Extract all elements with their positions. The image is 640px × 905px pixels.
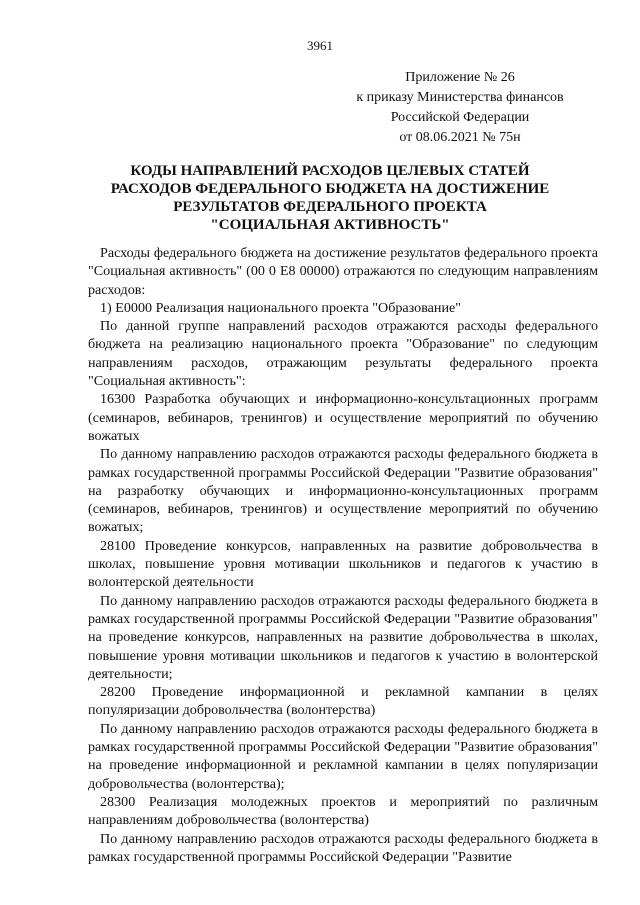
title-line: КОДЫ НАПРАВЛЕНИЙ РАСХОДОВ ЦЕЛЕВЫХ СТАТЕЙ [130, 163, 530, 179]
body-paragraph: По данному направлению расходов отражаются расходы федерального бюджета в рамках государственной программы Российской Федерации "Развитие [88, 830, 598, 865]
code-item: 16300 Разработка обучающих и информационно-консультационных программ (семинаров, вебинаров, тренингов) и осуществление мероприятий по обучению вожатых [88, 391, 598, 444]
body-paragraph: По данному направлению расходов отражаются расходы федерального бюджета в рамках государственной программы Российской Федерации "Развитие образования" на разработку обучающих и информационно-консультационных программ (семинаров, вебинаров, тренингов) и осуществление мероприятий по обучению вожатых; [88, 446, 598, 536]
title-line: "СОЦИАЛЬНАЯ АКТИВНОСТЬ" [210, 217, 450, 233]
body-paragraph: По данному направлению расходов отражаются расходы федерального бюджета в рамках государственной программы Российской Федерации "Развитие образования" на проведение информационной и рекламной кампании в целях популяризации добровольчества (волонтерства); [88, 720, 598, 792]
appendix-date: от 08.06.2021 № 75н [399, 130, 521, 145]
appendix-country: Российской Федерации [390, 110, 530, 125]
appendix-header [345, 68, 575, 148]
section-heading: 1) Е0000 Реализация национального проекта "Образование" [100, 299, 462, 316]
body-paragraph: По данной группе направлений расходов отражаются расходы федерального бюджета на реализацию национального проекта "Образование" по следующим направлениям расходов, отражающим результаты федерального проекта "Социальная активность": [88, 318, 598, 390]
code-item: 28300 Реализация молодежных проектов и мероприятий по различным направлениям добровольчества (волонтерства) [88, 793, 598, 829]
title-line: РАСХОДОВ ФЕДЕРАЛЬНОГО БЮДЖЕТА НА ДОСТИЖЕНИЕ [110, 181, 550, 197]
code-item: 28100 Проведение конкурсов, направленных на развитие добровольчества в школах, повышение уровня мотивации школьников и педагогов к участию в волонтерской деятельности [88, 537, 598, 591]
title-line: РЕЗУЛЬТАТОВ ФЕДЕРАЛЬНОГО ПРОЕКТА [173, 199, 487, 215]
page-number: 3961 [307, 38, 333, 53]
appendix-order-ref: к приказу Министерства финансов [356, 90, 564, 105]
document-title [60, 162, 600, 234]
body-paragraph: По данному направлению расходов отражаются расходы федерального бюджета в рамках государственной программы Российской Федерации "Развитие образования" на проведение конкурсов, направленных на развитие добровольчества в школах, повышение уровня мотивации школьников и педагогов к участию в волонтерской деятельности; [88, 592, 598, 682]
code-item: 28200 Проведение информационной и рекламной кампании в целях популяризации добровольчества (волонтерства) [88, 684, 598, 719]
document-body [88, 244, 598, 866]
intro-paragraph: Расходы федерального бюджета на достижение результатов федерального проекта "Социальная активность" (00 0 Е8 00000) отражаются по следующим направлениям расходов: [88, 245, 598, 298]
appendix-number: Приложение № 26 [405, 70, 515, 85]
